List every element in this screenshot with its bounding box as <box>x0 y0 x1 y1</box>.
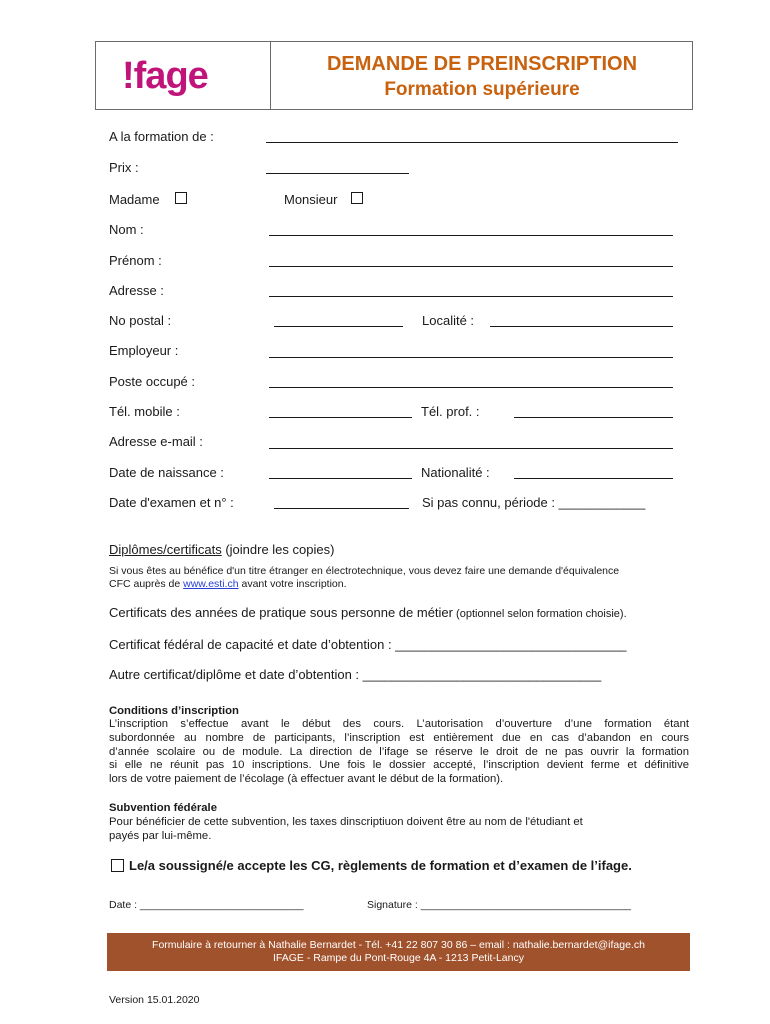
footer-bar <box>107 933 690 971</box>
postal-label: No postal : <box>109 313 172 328</box>
pratique-line: Certificats des années de pratique sous personne de métier (optionnel selon formation choisie). <box>109 605 627 620</box>
monsieur-checkbox[interactable] <box>351 192 363 204</box>
equivalence-note-line2: CFC auprès de www.esti.ch avant votre inscription. <box>109 578 347 590</box>
subvention-title: Subvention fédérale <box>109 802 217 814</box>
employeur-label: Employeur : <box>109 343 179 358</box>
examen-label: Date d'examen et n° : <box>109 495 234 510</box>
periode-label[interactable]: Si pas connu, période : ____________ <box>422 495 646 510</box>
conditions-title: Conditions d’inscription <box>109 705 239 717</box>
conditions-line: subordonnée au nombre de participants, l’inscription est entièrement due en cas d’abandon en cours <box>109 731 689 744</box>
footer-address: IFAGE - Rampe du Pont-Rouge 4A - 1213 Petit-Lancy <box>273 952 524 964</box>
prenom-field[interactable] <box>269 266 673 267</box>
nom-field[interactable] <box>269 235 673 236</box>
nationalite-field[interactable] <box>514 478 673 479</box>
page-title: DEMANDE DE PREINSCRIPTION <box>326 53 638 75</box>
tel-prof-label: Tél. prof. : <box>421 404 480 419</box>
conditions-line: si elle ne réunit pas 10 inscriptions. Une fois le dossier accepté, l’inscription devient ferme et définitive <box>109 759 689 772</box>
prix-label: Prix : <box>109 160 139 175</box>
localite-field[interactable] <box>490 326 673 327</box>
esti-link[interactable]: www.esti.ch <box>183 578 239 590</box>
ifage-logo: !fage <box>122 55 208 97</box>
tel-mobile-field[interactable] <box>269 417 412 418</box>
email-field[interactable] <box>269 448 673 449</box>
nom-label: Nom : <box>109 222 144 237</box>
subvention-line: Pour bénéficier de cette subvention, les taxes dinscriptiuon doivent être au nom de l'étudiant et <box>109 816 583 828</box>
formation-label: A la formation de : <box>109 129 214 144</box>
diplomes-heading: Diplômes/certificats (joindre les copies) <box>109 542 335 557</box>
footer-contact: Formulaire à retourner à Nathalie Bernardet - Tél. +41 22 807 30 86 – email : nathalie.bernardet@ifage.ch <box>152 939 645 951</box>
federal-line[interactable]: Certificat fédéral de capacité et date d’obtention : ________________________________ <box>109 637 627 652</box>
date-field[interactable]: Date : ____________________________ <box>109 899 304 911</box>
equivalence-note-line1: Si vous êtes au bénéfice d'un titre étranger en électrotechnique, vous devez faire une demande d'équivalence <box>109 565 620 577</box>
tel-mobile-label: Tél. mobile : <box>109 404 180 419</box>
prix-field[interactable] <box>266 173 409 174</box>
autre-line[interactable]: Autre certificat/diplôme et date d’obtention : _________________________________ <box>109 667 602 682</box>
monsieur-label: Monsieur <box>284 192 338 207</box>
examen-field[interactable] <box>274 508 409 509</box>
postal-field[interactable] <box>274 326 403 327</box>
conditions-line: lors de votre paiement de l’écolage (à effectuer avant le début de la formation). <box>109 773 504 786</box>
localite-label: Localité : <box>422 313 475 328</box>
version-label: Version 15.01.2020 <box>109 994 200 1006</box>
prenom-label: Prénom : <box>109 253 162 268</box>
conditions-line: L’inscription s’effectue avant le début des cours. L’autorisation d’ouverture d’une formation étant <box>109 718 689 730</box>
acceptance-label: Le/a soussigné/e accepte les CG, règlements de formation et d’examen de l’ifage. <box>129 858 632 873</box>
madame-checkbox[interactable] <box>175 192 187 204</box>
page-subtitle: Formation supérieure <box>384 79 580 100</box>
adresse-field[interactable] <box>269 296 673 297</box>
naissance-field[interactable] <box>269 478 412 479</box>
adresse-label: Adresse : <box>109 283 164 298</box>
formation-field[interactable] <box>266 142 678 143</box>
email-label: Adresse e-mail : <box>109 434 203 449</box>
conditions-line: d’année scolaire ou de module. La direction de l’ifage se réserve le droit de ne pas ouvrir la formation <box>109 745 689 758</box>
nationalite-label: Nationalité : <box>421 465 490 480</box>
employeur-field[interactable] <box>269 357 673 358</box>
poste-field[interactable] <box>269 387 673 388</box>
poste-label: Poste occupé : <box>109 374 195 389</box>
tel-prof-field[interactable] <box>514 417 673 418</box>
madame-label: Madame <box>109 192 160 207</box>
conditions-text <box>109 718 689 787</box>
acceptance-checkbox[interactable] <box>111 859 124 872</box>
naissance-label: Date de naissance : <box>109 465 224 480</box>
signature-field[interactable]: Signature : ____________________________________ <box>367 899 631 911</box>
subvention-line: payés par lui-même. <box>109 830 212 842</box>
